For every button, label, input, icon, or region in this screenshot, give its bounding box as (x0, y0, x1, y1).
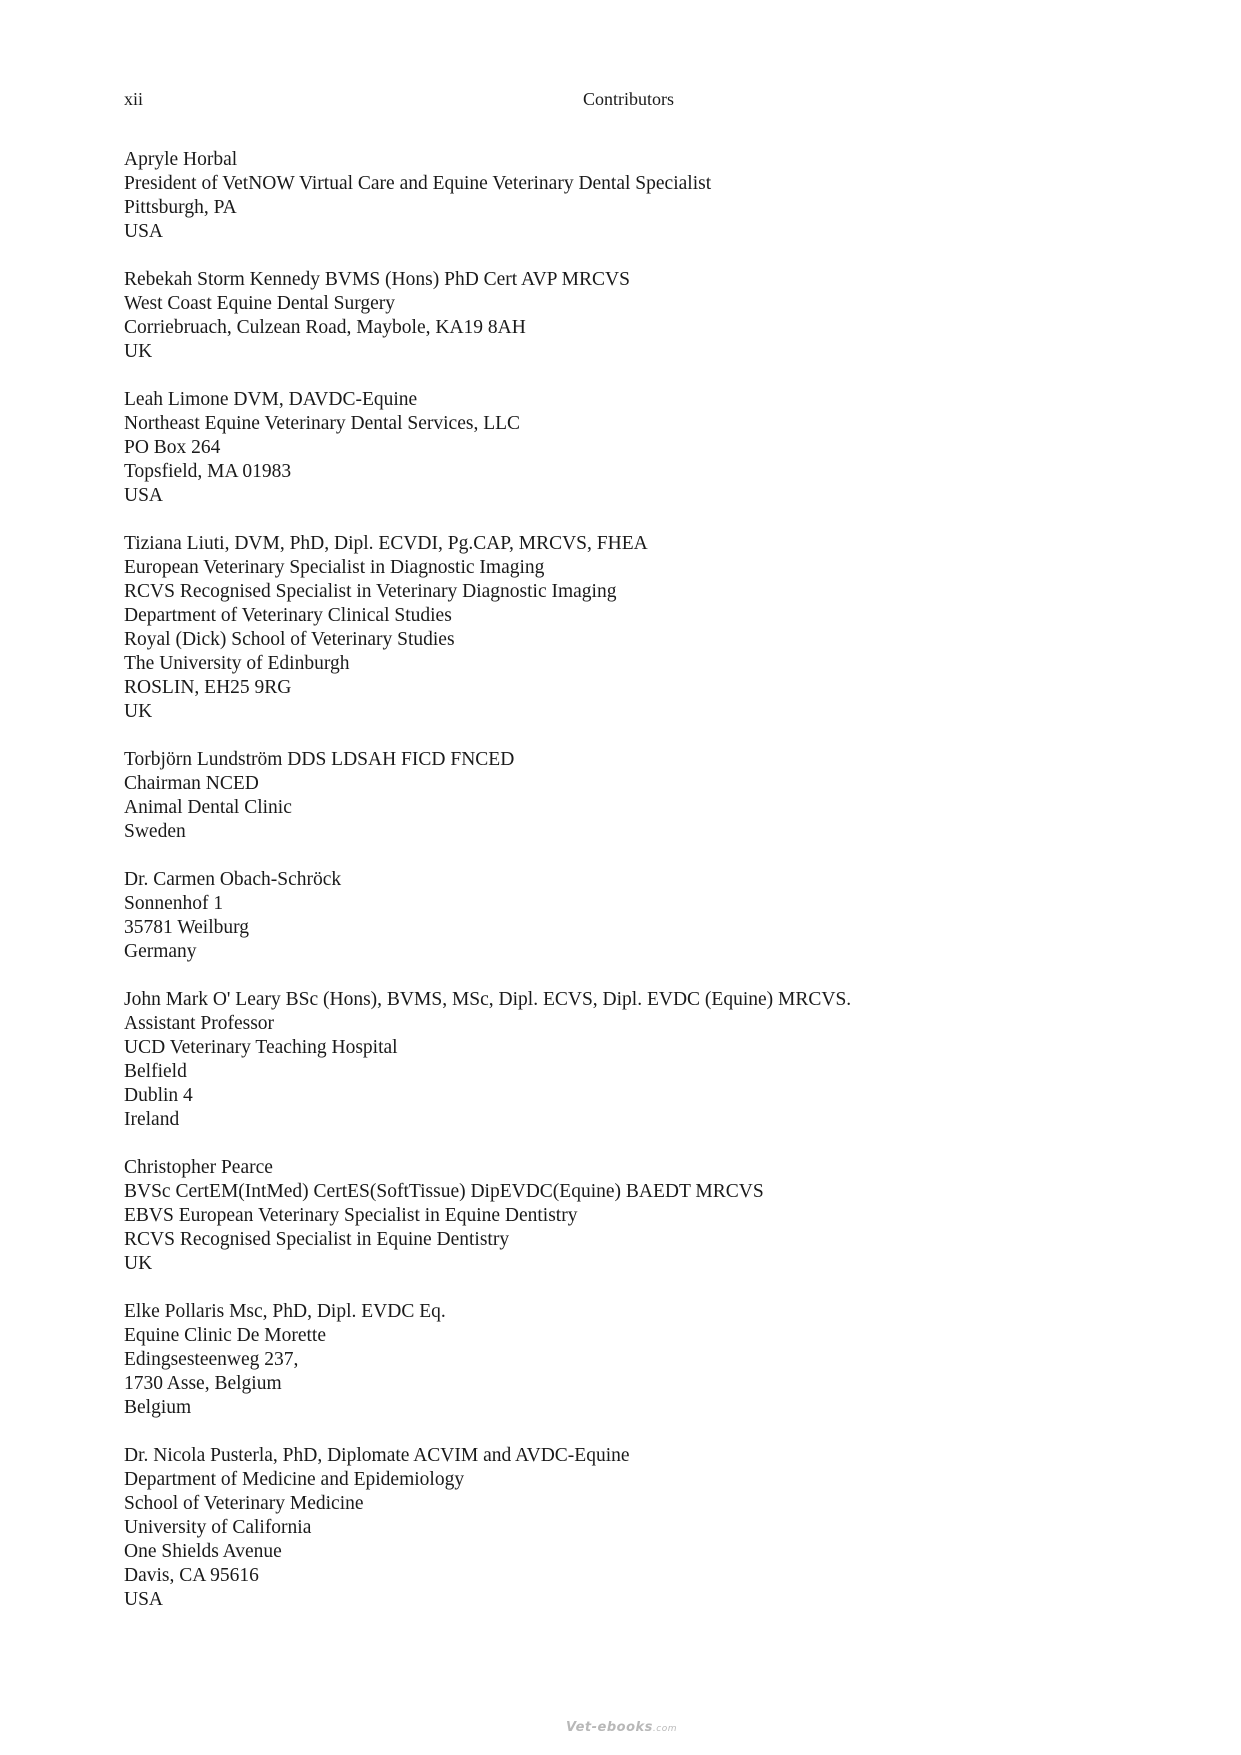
contributor-entry (124, 268, 1124, 364)
contributor-affiliation-line: 1730 Asse, Belgium (124, 1373, 282, 1394)
contributor-entry (124, 388, 1124, 508)
contributor-affiliation-line: Northeast Equine Veterinary Dental Services, LLC (124, 413, 521, 434)
contributor-affiliation-line: USA (124, 485, 164, 506)
contributor-entry (124, 1156, 1124, 1276)
contributor-affiliation-line: Topsfield, MA 01983 (124, 461, 292, 482)
contributor-affiliation-line: Germany (124, 941, 197, 962)
contributor-name: Torbjörn Lundström DDS LDSAH FICD FNCED (124, 749, 515, 770)
contributor-name: Leah Limone DVM, DAVDC-Equine (124, 389, 418, 410)
watermark-suffix: .com (652, 1724, 678, 1734)
contributor-entry (124, 532, 1124, 724)
contributor-affiliation-line: The University of Edinburgh (124, 653, 350, 674)
contributor-entry (124, 868, 1124, 964)
contributor-affiliation-line: Edingsesteenweg 237, (124, 1349, 299, 1370)
watermark-logo (566, 1720, 677, 1735)
contributor-entry (124, 1300, 1124, 1420)
contributor-affiliation-line: 35781 Weilburg (124, 917, 249, 938)
contributor-affiliation-line: USA (124, 1589, 164, 1610)
contributor-affiliation-line: UK (124, 1253, 153, 1274)
contributor-affiliation-line: UK (124, 341, 153, 362)
contributor-name: Christopher Pearce (124, 1157, 273, 1178)
contributor-affiliation-line: Royal (Dick) School of Veterinary Studies (124, 629, 455, 650)
contributor-affiliation-line: UCD Veterinary Teaching Hospital (124, 1037, 398, 1058)
contributor-affiliation-line: BVSc CertEM(IntMed) CertES(SoftTissue) DipEVDC(Equine) BAEDT MRCVS (124, 1181, 764, 1202)
contributor-entry (124, 1444, 1124, 1612)
contributor-affiliation-line: ROSLIN, EH25 9RG (124, 677, 292, 698)
contributor-affiliation-line: RCVS Recognised Specialist in Equine Dentistry (124, 1229, 510, 1250)
contributor-affiliation-line: University of California (124, 1517, 312, 1538)
contributor-name: Dr. Carmen Obach-Schröck (124, 869, 342, 890)
contributor-affiliation-line: Belfield (124, 1061, 187, 1082)
contributor-affiliation-line: USA (124, 221, 164, 242)
contributor-affiliation-line: UK (124, 701, 153, 722)
watermark-text: Vet-ebooks (566, 1720, 653, 1735)
contributor-name: Dr. Nicola Pusterla, PhD, Diplomate ACVIM and AVDC-Equine (124, 1445, 630, 1466)
contributor-affiliation-line: West Coast Equine Dental Surgery (124, 293, 396, 314)
contributor-name: Elke Pollaris Msc, PhD, Dipl. EVDC Eq. (124, 1301, 446, 1322)
contributor-entry (124, 748, 1124, 844)
contributor-entry (124, 148, 1124, 244)
contributor-affiliation-line: Ireland (124, 1109, 180, 1130)
contributor-entry (124, 988, 1124, 1132)
contributor-affiliation-line: President of VetNOW Virtual Care and Equine Veterinary Dental Specialist (124, 173, 712, 194)
contributor-affiliation-line: European Veterinary Specialist in Diagnostic Imaging (124, 557, 545, 578)
contributor-affiliation-line: EBVS European Veterinary Specialist in Equine Dentistry (124, 1205, 578, 1226)
contributor-affiliation-line: Assistant Professor (124, 1013, 275, 1034)
contributor-name: Tiziana Liuti, DVM, PhD, Dipl. ECVDI, Pg.CAP, MRCVS, FHEA (124, 533, 648, 554)
contributor-affiliation-line: Corriebruach, Culzean Road, Maybole, KA19 8AH (124, 317, 526, 338)
contributor-affiliation-line: Sweden (124, 821, 186, 842)
contributor-affiliation-line: Animal Dental Clinic (124, 797, 292, 818)
contributor-affiliation-line: Equine Clinic De Morette (124, 1325, 326, 1346)
contributor-affiliation-line: Davis, CA 95616 (124, 1565, 259, 1586)
contributor-affiliation-line: RCVS Recognised Specialist in Veterinary Diagnostic Imaging (124, 581, 617, 602)
contributor-affiliation-line: Sonnenhof 1 (124, 893, 224, 914)
contributor-name: Rebekah Storm Kennedy BVMS (Hons) PhD Cert AVP MRCVS (124, 269, 630, 290)
contributor-affiliation-line: Pittsburgh, PA (124, 197, 237, 218)
contributor-affiliation-line: Belgium (124, 1397, 192, 1418)
contributor-list (124, 148, 1124, 1636)
contributor-affiliation-line: Department of Medicine and Epidemiology (124, 1469, 465, 1490)
contributor-affiliation-line: One Shields Avenue (124, 1541, 282, 1562)
contributor-name: John Mark O' Leary BSc (Hons), BVMS, MSc, Dipl. ECVS, Dipl. EVDC (Equine) MRCVS. (124, 989, 852, 1010)
contributor-name: Apryle Horbal (124, 149, 238, 170)
contributor-affiliation-line: School of Veterinary Medicine (124, 1493, 364, 1514)
contributor-affiliation-line: Department of Veterinary Clinical Studies (124, 605, 452, 626)
contributor-affiliation-line: Chairman NCED (124, 773, 259, 794)
contributor-affiliation-line: PO Box 264 (124, 437, 221, 458)
contributor-affiliation-line: Dublin 4 (124, 1085, 193, 1106)
page-number: xii (124, 89, 144, 109)
running-header: Contributors (583, 89, 675, 109)
